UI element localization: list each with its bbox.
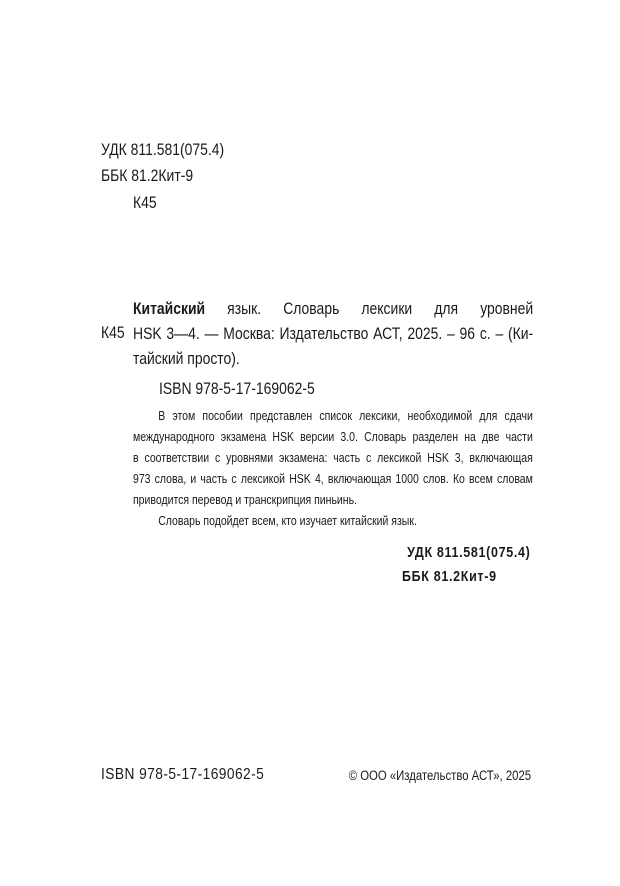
copyright-notice: © ООО «Издательство АСТ», 2025 bbox=[348, 768, 531, 783]
bibliographic-author-sign: К45 bbox=[101, 323, 125, 342]
bbk-code-bottom: ББК 81.2Кит-9 bbox=[402, 569, 497, 585]
udk-code-bottom: УДК 811.581(075.4) bbox=[406, 545, 530, 561]
isbn: ISBN 978-5-17-169062-5 bbox=[159, 379, 315, 398]
annotation-line: приводится перевод и транскрипция пиньинь. bbox=[133, 493, 357, 507]
annotation-line: В этом пособии представлен список лексики, необходимой для сдачи bbox=[158, 409, 533, 423]
bibliographic-line: тайский просто). bbox=[133, 349, 240, 368]
annotation-line: 973 слова, и часть с лексикой HSK 4, включающая 1000 слов. Ко всем словам bbox=[133, 472, 533, 486]
bbk-code: ББК 81.2Кит-9 bbox=[101, 166, 194, 185]
udk-code: УДК 811.581(075.4) bbox=[101, 140, 225, 159]
bibliographic-line-text: язык. Словарь лексики для уровней bbox=[205, 299, 534, 318]
book-title-bold: Китайский bbox=[133, 299, 206, 318]
annotation bbox=[133, 406, 533, 532]
annotation-line: в соответствии с уровнями экзамена: часть с лексикой HSK 3, включающая bbox=[133, 451, 533, 465]
bibliographic-line: HSK 3—4. — Москва: Издательство АСТ, 2025. – 96 с. – (Ки- bbox=[133, 324, 534, 343]
annotation-line: Словарь подойдет всем, кто изучает китайский язык. bbox=[158, 514, 417, 528]
isbn-footer: ISBN 978-5-17-169062-5 bbox=[101, 766, 265, 783]
annotation-line: международного экзамена HSK версии 3.0. Словарь разделен на две части bbox=[133, 430, 533, 444]
bibliographic-line bbox=[133, 296, 533, 321]
bibliographic-description bbox=[133, 296, 533, 371]
author-sign: К45 bbox=[133, 193, 157, 212]
